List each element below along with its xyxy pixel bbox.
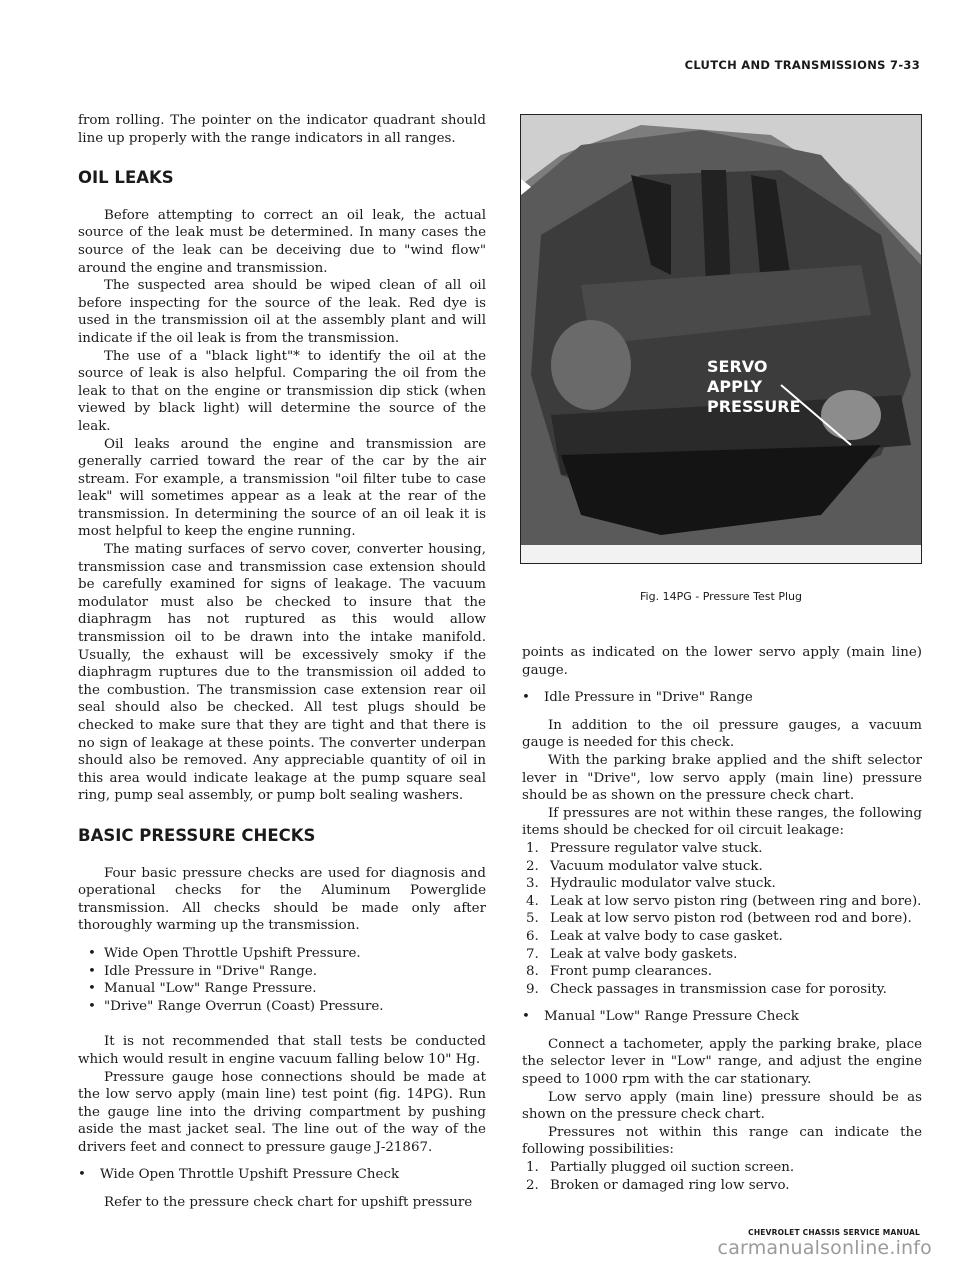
paragraph: from rolling. The pointer on the indicator quadrant should line up properly with the range indicators in all ranges. — [78, 113, 486, 146]
list-item: 1. Pressure regulator valve stuck. — [526, 840, 763, 856]
subsection-heading: • Idle Pressure in "Drive" Range — [522, 689, 922, 707]
paragraph: Pressures not within this range can indicate the following possibilities: — [522, 1124, 922, 1158]
list-item: 4. Leak at low servo piston ring (between ring and bore). — [526, 893, 922, 909]
list-item: 9. Check passages in transmission case for porosity. — [526, 981, 887, 997]
paragraph: Before attempting to correct an oil leak, the actual source of the leak must be determined. In many cases the source of the leak can be deceiving due to "wind flow" around the engine and transmission. — [78, 207, 486, 276]
paragraph: It is not recommended that stall tests be conducted which would result in engine vacuum falling below 10" Hg. — [78, 1034, 486, 1067]
list-item: 5. Leak at low servo piston rod (between rod and bore). — [526, 911, 912, 927]
paragraph: Four basic pressure checks are used for diagnosis and operational checks for the Aluminum Powerglide transmission. All checks should be made only after thoroughly warming up the transmission. — [78, 865, 486, 934]
figure-caption: Fig. 14PG - Pressure Test Plug — [640, 590, 802, 603]
bullet-item: • "Drive" Range Overrun (Coast) Pressure. — [78, 998, 486, 1016]
callout-line-2: PRESSURE — [707, 397, 801, 416]
low-range-list — [522, 1159, 922, 1194]
paragraph: Low servo apply (main line) pressure should be as shown on the pressure check chart. — [522, 1089, 922, 1123]
paragraph: points as indicated on the lower servo apply (main line) gauge. — [522, 645, 922, 678]
paragraph: Connect a tachometer, apply the parking brake, place the selector lever in "Low" range, and adjust the engine speed to 1000 rpm with the car stationary. — [522, 1036, 922, 1088]
list-item: 6. Leak at valve body to case gasket. — [526, 928, 783, 944]
paragraph: Oil leaks around the engine and transmission are generally carried toward the rear of the car by the air stream. For example, a transmission "oil filter tube to case leak" will sometimes appear as a leak at the rear of the transmission. In determining the source of an oil leak it is most helpful to keep the engine running. — [78, 436, 486, 540]
paragraph: With the parking brake applied and the shift selector lever in "Drive", low servo apply (main line) pressure should be as shown on the pressure check chart. — [522, 752, 922, 804]
bullet-item: • Idle Pressure in "Drive" Range. — [78, 963, 486, 981]
list-item: 1. Partially plugged oil suction screen. — [526, 1160, 795, 1176]
paragraph: Pressure gauge hose connections should be made at the low servo apply (main line) test point (fig. 14PG). Run the gauge line into the driving compartment by pushing aside the mast jacket seal. The line out of the way of the drivers feet and connect to pressure gauge J-21867. — [78, 1069, 486, 1155]
list-item: 2. Broken or damaged ring low servo. — [526, 1177, 790, 1193]
transmission-photo-illustration — [521, 115, 921, 563]
paragraph: The use of a "black light"* to identify the oil at the source of leak is also helpful. Comparing the oil from the leak to that on the engine or transmission dip stick (when viewed by black light) will determine the source of the leak. — [78, 348, 486, 434]
right-column — [522, 644, 922, 1194]
list-item: 2. Vacuum modulator valve stuck. — [526, 858, 763, 874]
bullet-item: • Manual "Low" Range Pressure. — [78, 980, 486, 998]
section-heading-oil-leaks: OIL LEAKS — [78, 168, 174, 188]
bullet-item: • Wide Open Throttle Upshift Pressure. — [78, 945, 486, 963]
subsection-heading: • Manual "Low" Range Pressure Check — [522, 1008, 922, 1026]
figure-photo-transmission — [520, 114, 922, 564]
paragraph: Refer to the pressure check chart for upshift pressure — [104, 1195, 473, 1211]
callout-line-1: SERVO APPLY — [707, 357, 768, 396]
list-item: 7. Leak at valve body gaskets. — [526, 946, 738, 962]
list-item: 8. Front pump clearances. — [526, 964, 712, 980]
list-item: 3. Hydraulic modulator valve stuck. — [526, 876, 776, 892]
paragraph: The mating surfaces of servo cover, converter housing, transmission case and transmission case extension should be carefully examined for signs of leakage. The vacuum modulator must also be checked to insure that the diaphragm has not ruptured as this would allow transmission oil to be drawn into the intake manifold. Usually, the exhaust will be excessively smoky if the diaphragm ruptures due to the transmission oil added to the combustion. The transmission case extension rear oil seal should also be checked. All test plugs should be checked to make sure that they are tight and that there is no sign of leakage at these points. The converter underpan should also be removed. Any appreciable quantity of oil in this area would indicate leakage at the pump square seal ring, pump seal assembly, or pump bolt sealing washers. — [78, 542, 486, 804]
figure-callout-label — [707, 357, 807, 417]
paragraph: The suspected area should be wiped clean of all oil before inspecting for the source of the leak. Red dye is used in the transmission oil at the assembly plant and will indicate if the oil leak is from the transmission. — [78, 278, 486, 346]
paragraph: If pressures are not within these ranges, the following items should be checked for oil circuit leakage: — [522, 805, 922, 839]
running-header: CLUTCH AND TRANSMISSIONS 7-33 — [684, 58, 920, 72]
section-heading-basic-pressure-checks: BASIC PRESSURE CHECKS — [78, 825, 316, 845]
leak-check-list — [522, 840, 922, 998]
watermark: carmanualsonline.info — [717, 1237, 932, 1259]
left-column — [78, 112, 486, 1212]
subsection-heading: • Wide Open Throttle Upshift Pressure Check — [78, 1166, 486, 1184]
manual-footer: CHEVROLET CHASSIS SERVICE MANUAL — [748, 1228, 920, 1237]
paragraph: In addition to the oil pressure gauges, a vacuum gauge is needed for this check. — [522, 717, 922, 751]
